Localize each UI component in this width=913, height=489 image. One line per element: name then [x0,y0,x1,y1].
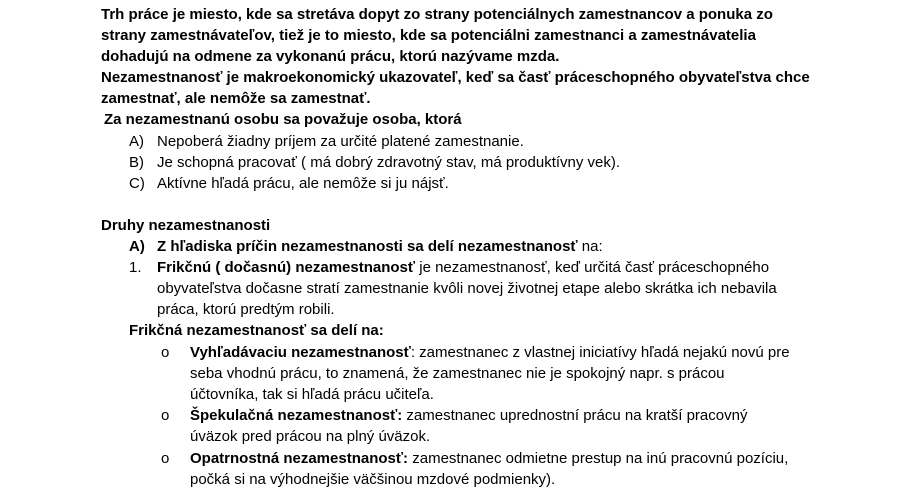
subtype-rest: : zamestnanec z vlastnej iniciatívy hľadá nejakú novú pre [410,344,790,361]
frictional-term: Frikčnú ( dočasnú) nezamestnanosť [157,259,416,276]
category-a [157,237,603,256]
subtype-line-3: účtovníka, tak si hľadá prácu učiteľa. [190,386,434,403]
category-a-rest: na: [577,238,603,255]
intro-line-3: dohadujú na odmene za vykonanú prácu, ktorú nazývame mzda. [101,48,560,65]
subtype-term: Vyhľadávaciu nezamestnanosť [190,344,411,361]
list-marker: B) [129,154,144,171]
intro-line-1: Trh práce je miesto, kde sa stretáva dopyt zo strany potenciálnych zamestnancov a ponuka zo [101,6,773,23]
category-a-bold: Z hľadiska príčin nezamestnanosti sa delí nezamestnanosť [157,238,578,255]
list-marker: C) [129,175,145,192]
intro-line-2: strany zamestnávateľov, tiež je to miesto, kde sa potenciálni zamestnanci a zamestnávatelia [101,27,756,44]
frictional-definition-line-2: obyvateľstva dočasne stratí zamestnanie kvôli novej životnej etape alebo skrátka ich nebavila [157,280,777,297]
subtype-line-1 [190,406,747,425]
subtype-rest: zamestnanec odmietne prestup na inú pracovnú pozíciu, [408,450,789,467]
bullet-marker: o [161,407,170,424]
subtype-term: Špekulačná nezamestnanosť: [190,407,403,424]
list-item-text: Je schopná pracovať ( má dobrý zdravotný stav, má produktívny vek). [157,154,621,171]
subtype-line-2: seba vhodnú prácu, to znamená, že zamestnanec nie je spokojný napr. s prácou [190,365,725,382]
section-heading: Druhy nezamestnanosti [101,217,271,234]
subsection-heading: Frikčná nezamestnanosť sa delí na: [129,322,384,339]
subtype-rest: zamestnanec uprednostní prácu na kratší pracovný [402,407,748,424]
subtype-line-1 [190,343,790,362]
frictional-definition-rest: je nezamestnanosť, keď určitá časť práceschopného [415,259,770,276]
list-marker: A) [129,238,145,255]
bullet-marker: o [161,450,170,467]
frictional-definition-line-3: práca, ktorú predtým robili. [157,301,335,318]
intro-line-4: Nezamestnanosť je makroekonomický ukazovateľ, keď sa časť práceschopného obyvateľstva chce [101,69,810,86]
list-marker: A) [129,133,144,150]
list-item-text: Aktívne hľadá prácu, ale nemôže si ju nájsť. [157,175,449,192]
list-item-text: Nepoberá žiadny príjem za určité platené zamestnanie. [157,133,524,150]
frictional-definition-line-1 [157,258,769,277]
subtype-line-2: počká si na výhodnejšie väčšinou mzdové podmienky). [190,471,556,488]
subtype-term: Opatrnostná nezamestnanosť: [190,450,409,467]
bullet-marker: o [161,344,170,361]
intro-line-5: zamestnať, ale nemôže sa zamestnať. [101,90,371,107]
list-marker: 1. [129,259,142,276]
intro-line-6: Za nezamestnanú osobu sa považuje osoba, ktorá [104,111,462,128]
subtype-line-1 [190,449,788,468]
subtype-line-2: úväzok pred prácou na plný úväzok. [190,428,431,445]
